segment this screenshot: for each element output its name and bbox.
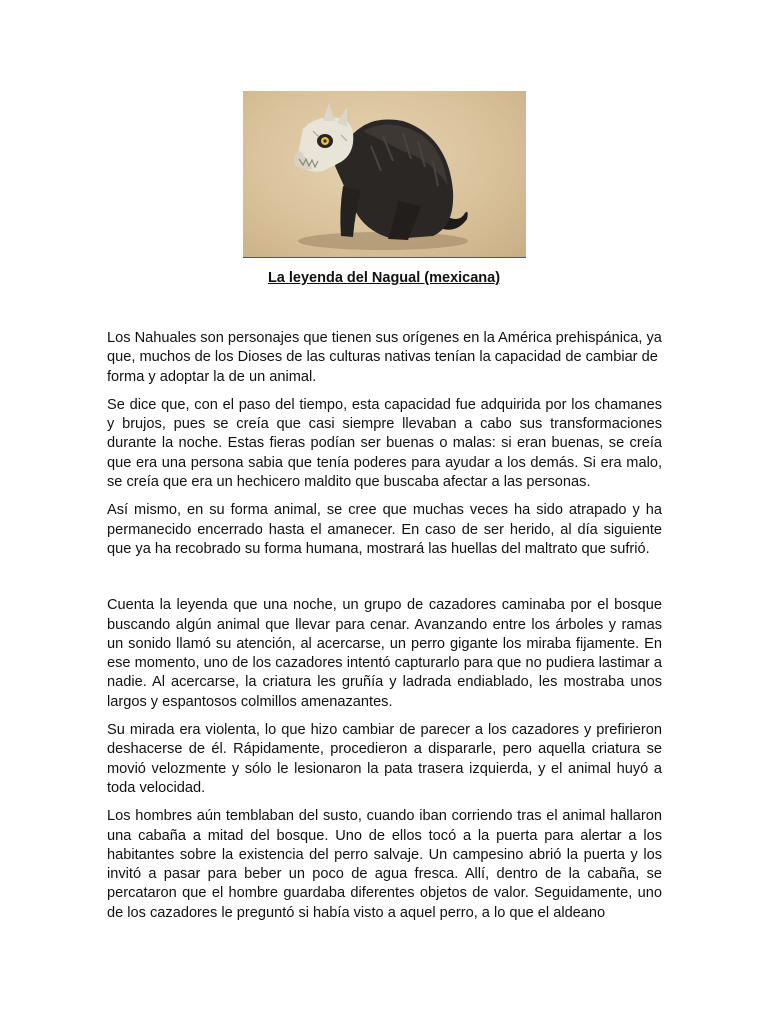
paragraph: Los Nahuales son personajes que tienen sus orígenes en la América prehispánica, ya que, muchos de los Dioses de las culturas nativas tenían la capacidad de cambiar de forma y adoptar la de un animal. <box>107 330 662 385</box>
skull-dog-illustration <box>243 91 526 257</box>
paragraph: Se dice que, con el paso del tiempo, esta capacidad fue adquirida por los chamanes y brujos, pues se creía que casi siempre llevaban a cabo sus transformaciones durante la noche. Estas fieras podían ser buenas o malas: si eran buenas, se creía que era una persona sabia que tenía poderes para ayudar a los demás. Si era malo, se creía que era un hechicero maldito que buscaba afectar a las personas. <box>107 396 662 491</box>
document-body <box>107 329 662 932</box>
figure-divider <box>243 257 526 258</box>
paragraph: Así mismo, en su forma animal, se cree que muchas veces ha sido atrapado y ha permanecido encerrado hasta el amanecer. En caso de ser herido, al día siguiente que ya ha recobrado su forma humana, mostrará las huellas del maltrato que sufrió. <box>107 502 662 557</box>
paragraph: Los hombres aún temblaban del susto, cuando iban corriendo tras el animal hallaron una cabaña a mitad del bosque. Uno de ellos tocó a la puerta para alertar a los habitantes sobre la existencia del perro salvaje. Un campesino abrió la puerta y los invitó a pasar para beber un poco de agua fresca. Allí, dentro de la cabaña, se percataron que el hombre guardaba diferentes objetos de valor. Seguidamente, uno de los cazadores le preguntó si había visto a aquel perro, a lo que el aldeano <box>107 808 662 921</box>
nagual-illustration <box>243 91 526 257</box>
paragraph: Su mirada era violenta, lo que hizo cambiar de parecer a los cazadores y prefirieron deshacerse de él. Rápidamente, procedieron a dispararle, pero aquella criatura se movió velozmente y sólo le lesionaron la pata trasera izquierda, y el animal huyó a toda velocidad. <box>107 722 662 796</box>
document-title: La leyenda del Nagual (mexicana) <box>267 270 501 286</box>
paragraph: Cuenta la leyenda que una noche, un grupo de cazadores caminaba por el bosque buscando algún animal que llevar para cenar. Avanzando entre los árboles y ramas un sonido llamó su atención, al acercarse, un perro gigante los miraba fijamente. En ese momento, uno de los cazadores intentó capturarlo para que no pudiera lastimar a nadie. Al acercarse, la criatura les gruñía y ladrada endiablado, les mostraba unos largos y espantosos colmillos amenazantes. <box>107 597 662 710</box>
